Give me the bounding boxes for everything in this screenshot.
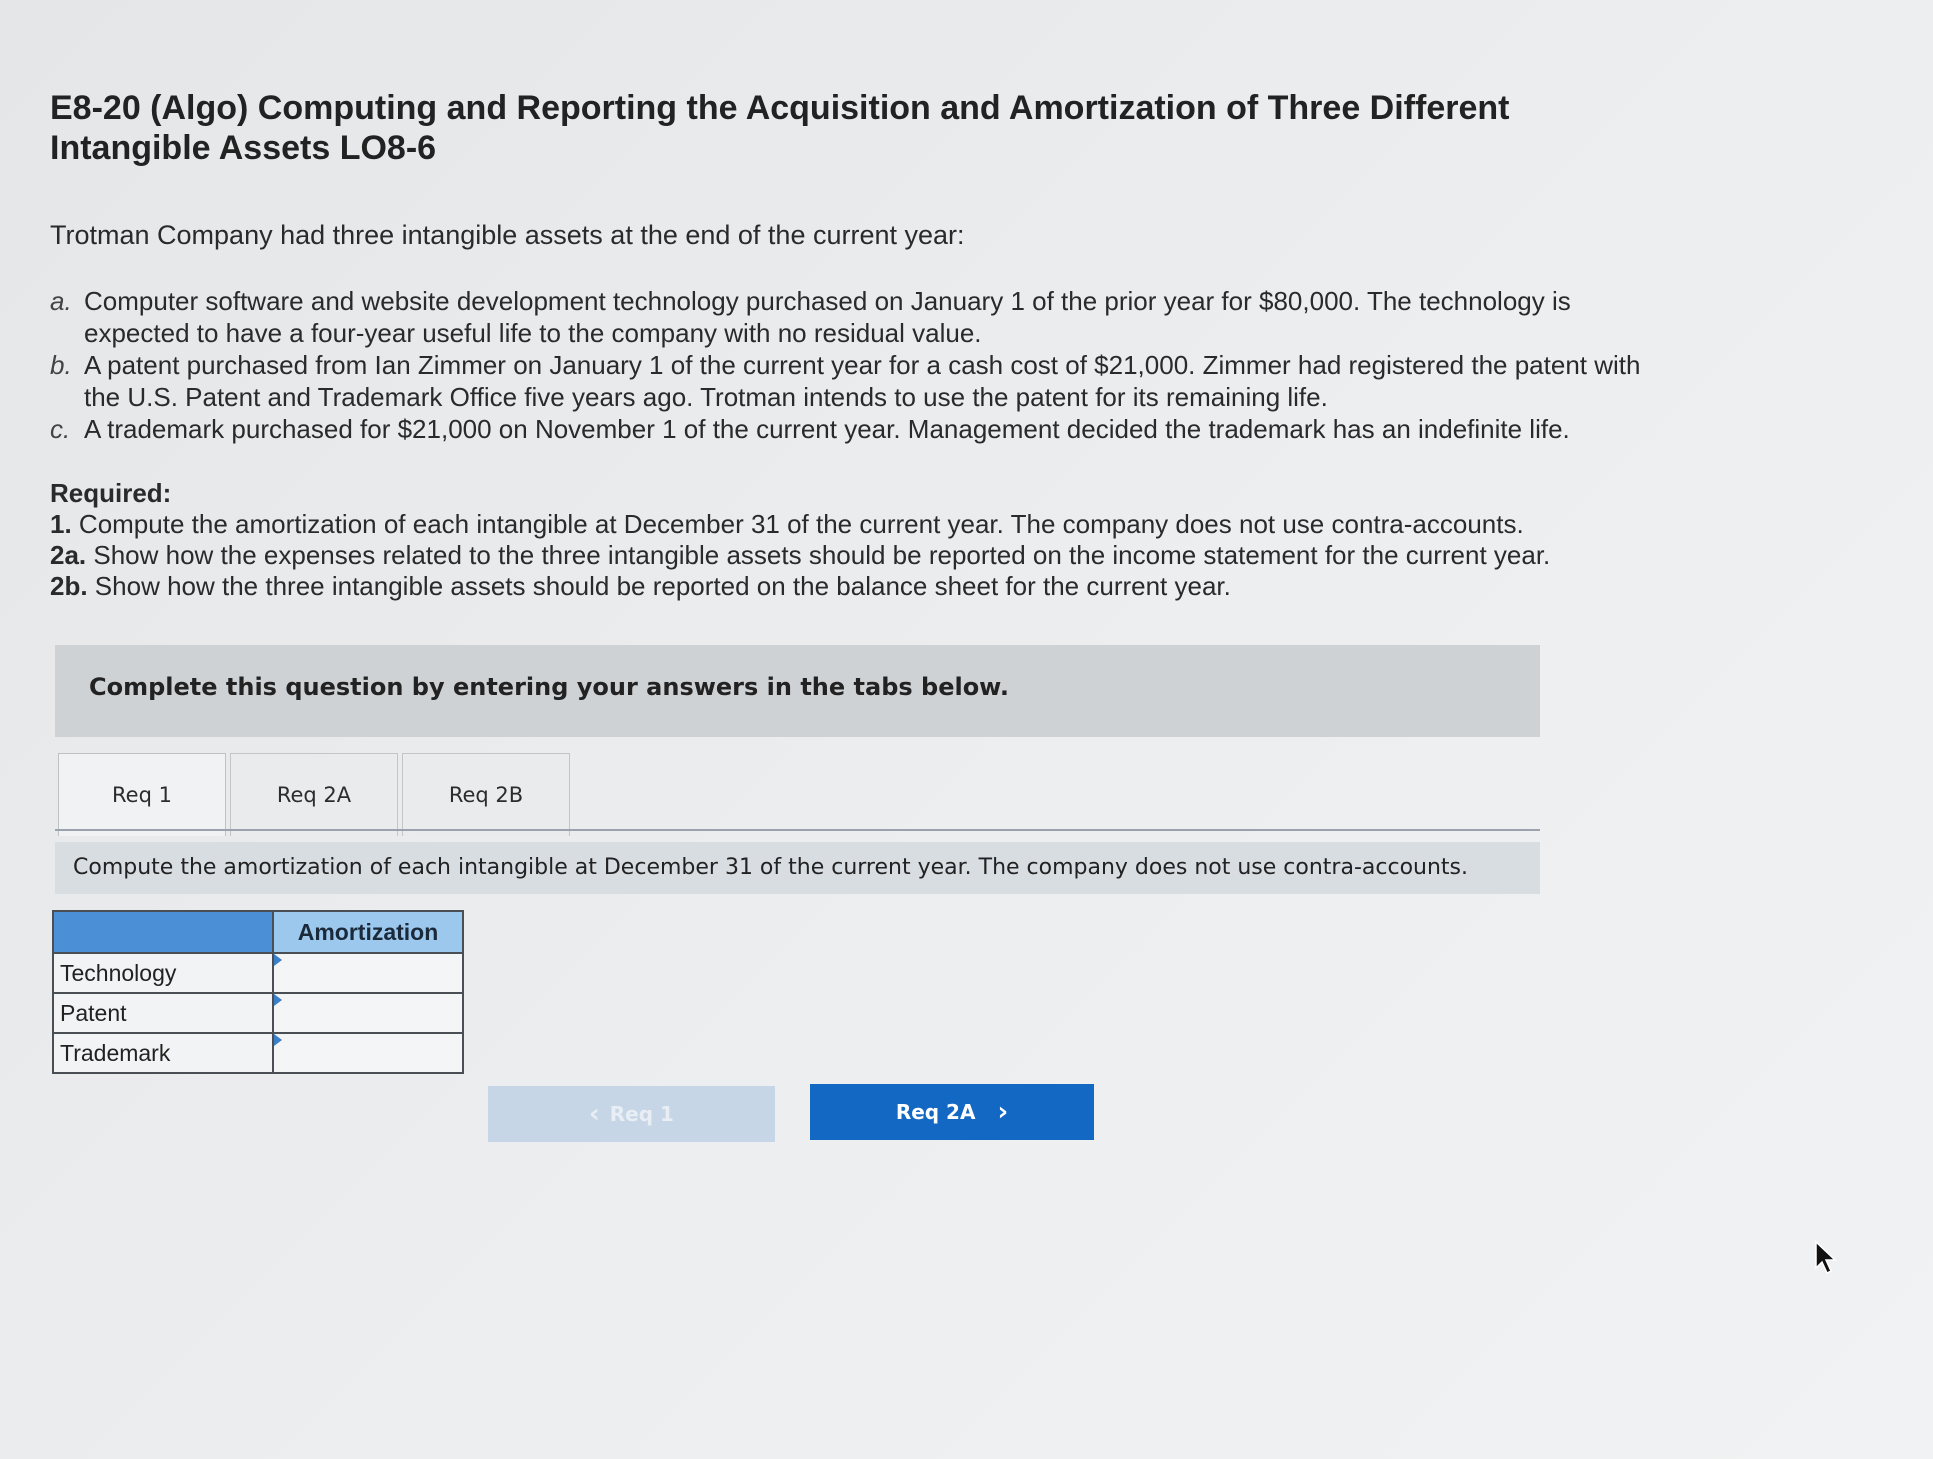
table-row — [53, 993, 463, 1033]
list-item — [50, 285, 1670, 349]
amortization-column-header: Amortization — [273, 911, 463, 953]
next-tab-label: Req 2A — [895, 1100, 976, 1124]
required-heading: Required: — [50, 478, 172, 508]
item-text: A patent purchased from Ian Zimmer on January 1 of the current year for a cash cost of $21,000. Zimmer had registered the patent with the U.S. Patent and Trademark Office five years ago. Trotman intends to use the patent for its remaining life. — [84, 350, 1641, 412]
requirement-number: 2a. — [50, 540, 87, 570]
instruction-banner — [55, 645, 1540, 737]
item-letter: c. — [50, 414, 71, 444]
problem-intro: Trotman Company had three intangible assets at the end of the current year: — [50, 220, 965, 250]
requirement-text: Show how the three intangible assets should be reported on the balance sheet for the current year. — [87, 571, 1231, 601]
tab-req-2b[interactable]: Req 2B — [402, 753, 570, 836]
next-tab-button[interactable] — [810, 1084, 1094, 1140]
item-letter: a. — [50, 286, 72, 316]
table-header-blank — [53, 911, 273, 953]
item-text: A trademark purchased for $21,000 on November 1 of the current year. Management decided the trademark has an indefinite life. — [84, 414, 1570, 444]
technology-amortization-input[interactable] — [274, 955, 460, 991]
item-letter: b. — [50, 350, 72, 380]
trademark-amortization-input[interactable] — [274, 1035, 460, 1071]
chevron-right-icon: › — [997, 1097, 1009, 1127]
amortization-cell — [273, 953, 463, 993]
list-item — [50, 349, 1670, 413]
tab-bar — [58, 753, 574, 837]
amortization-cell — [273, 993, 463, 1033]
patent-amortization-input[interactable] — [274, 995, 460, 1031]
requirement-item — [50, 571, 1670, 602]
input-flag-icon — [274, 1034, 282, 1046]
requirement-item — [50, 540, 1670, 571]
mouse-cursor-icon — [1812, 1240, 1842, 1276]
tab-instruction — [55, 842, 1540, 894]
requirement-number: 1. — [50, 509, 72, 539]
amortization-table — [52, 910, 464, 1074]
requirement-number: 2b. — [50, 571, 88, 601]
row-label-technology: Technology — [53, 953, 273, 993]
row-label-trademark: Trademark — [53, 1033, 273, 1073]
requirements-section — [50, 478, 1670, 602]
chevron-left-icon: ‹ — [589, 1099, 600, 1129]
previous-tab-button[interactable] — [488, 1086, 775, 1142]
table-row — [53, 1033, 463, 1073]
list-item — [50, 413, 1670, 445]
table-header-row — [53, 911, 463, 953]
input-flag-icon — [274, 994, 282, 1006]
banner-text: Complete this question by entering your answers in the tabs below. — [89, 673, 1009, 701]
asset-list — [50, 285, 1670, 445]
tab-req-1[interactable]: Req 1 — [58, 753, 226, 836]
amortization-cell — [273, 1033, 463, 1073]
previous-tab-label: Req 1 — [609, 1102, 674, 1126]
row-label-patent: Patent — [53, 993, 273, 1033]
problem-title: E8-20 (Algo) Computing and Reporting the Acquisition and Amortization of Three Different Intangible Assets LO8-6 — [50, 89, 1510, 167]
input-flag-icon — [274, 954, 282, 966]
instruction-text: Compute the amortization of each intangible at December 31 of the current year. The company does not use contra-accounts. — [73, 855, 1468, 880]
requirement-text: Compute the amortization of each intangible at December 31 of the current year. The company does not use contra-accounts. — [71, 509, 1524, 539]
requirement-text: Show how the expenses related to the three intangible assets should be reported on the income statement for the current year. — [86, 540, 1551, 570]
item-text: Computer software and website development technology purchased on January 1 of the prior year for $80,000. The technology is expected to have a four-year useful life to the company with no residual value. — [84, 286, 1571, 348]
tab-req-2a[interactable]: Req 2A — [230, 753, 398, 836]
tab-divider — [55, 829, 1540, 831]
table-row — [53, 953, 463, 993]
requirement-item — [50, 509, 1670, 540]
